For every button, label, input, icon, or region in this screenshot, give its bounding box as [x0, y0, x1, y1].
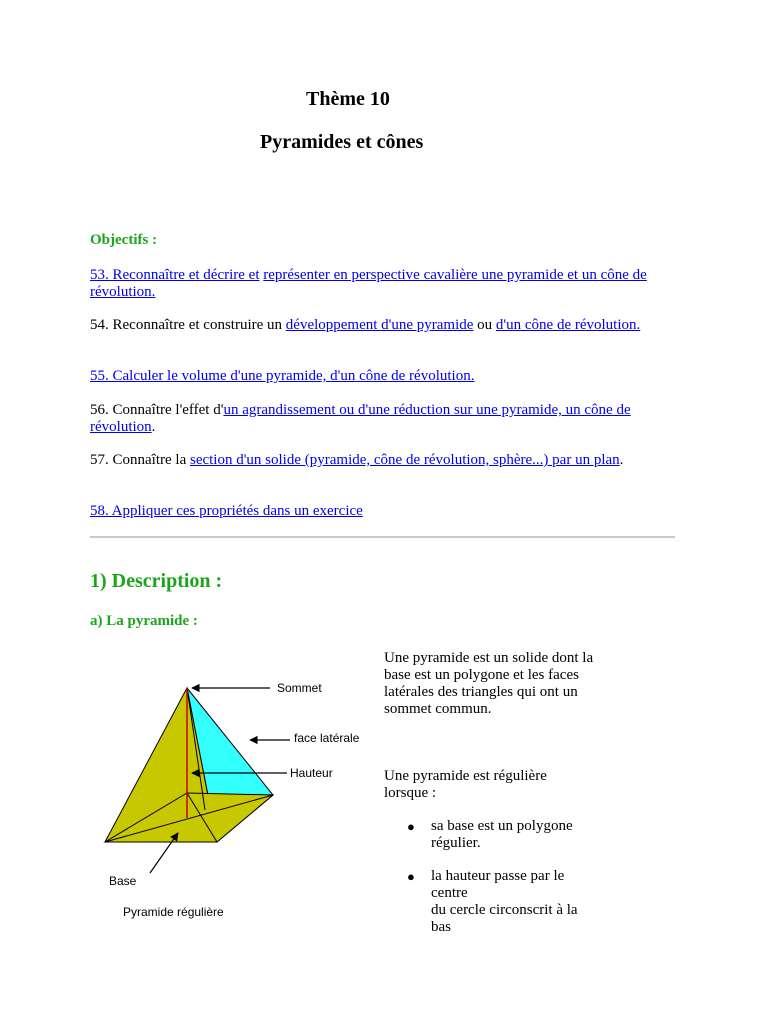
bullet-dot: ● [407, 819, 415, 834]
objective-link[interactable]: section d'un solide (pyramide, cône de révolution, sphère...) par un plan [189, 452, 620, 468]
objective-link[interactable]: 58. Appliquer ces propriétés dans un exercice [90, 503, 363, 519]
objective-link[interactable]: 55. Calculer le volume d'une pyramide, d'un cône de révolution. [90, 368, 475, 384]
objective-item [90, 402, 650, 436]
bullet-dot: ● [407, 869, 415, 884]
objective-text: 57. Connaître la [90, 452, 190, 468]
objective-link[interactable]: développement d'une pyramide [285, 317, 474, 333]
bullet-item: la hauteur passe par le centre du cercle circonscrit à la bas [431, 868, 578, 935]
figure-caption: Pyramide régulière [123, 905, 224, 919]
section-heading: 1) Description : [90, 570, 223, 592]
objective-text: . [151, 419, 156, 435]
objective-text: 56. Connaître l'effet d' [90, 402, 224, 418]
objective-link[interactable]: représenter en perspective cavalière une pyramide et un cône de révolution. [90, 267, 647, 300]
sommet-label: Sommet [277, 681, 322, 695]
horizontal-divider [90, 536, 675, 538]
page-title: Pyramides et cônes [260, 131, 424, 153]
objective-item [90, 317, 650, 334]
objectives-heading: Objectifs : [90, 232, 158, 248]
theme-title: Thème 10 [306, 88, 390, 110]
pyramid-figure [95, 670, 375, 930]
objective-item [90, 368, 650, 385]
subsection-heading: a) La pyramide : [90, 613, 198, 629]
objective-link[interactable]: un agrandissement ou d'une réduction sur une pyramide, un cône de révolution [90, 402, 631, 435]
definition-paragraph: Une pyramide est un solide dont la base est un polygone et les faces latérales des triangles qui ont un sommet commun. [384, 650, 594, 717]
objective-item [90, 503, 650, 520]
base-label: Base [109, 874, 137, 888]
objective-link[interactable]: 53. Reconnaître et décrire et [90, 267, 260, 283]
objective-item [90, 452, 650, 469]
hauteur-label: Hauteur [290, 766, 333, 780]
objective-link[interactable]: d'un cône de révolution. [495, 317, 641, 333]
regular-paragraph: Une pyramide est régulière lorsque : [384, 768, 547, 801]
objective-text: ou [473, 317, 496, 333]
objective-item [90, 267, 650, 301]
objective-text: 54. Reconnaître et construire un [90, 317, 286, 333]
objective-text: . [619, 452, 624, 468]
bullet-item: sa base est un polygone régulier. [431, 818, 573, 851]
face-label: face latérale [294, 731, 360, 745]
